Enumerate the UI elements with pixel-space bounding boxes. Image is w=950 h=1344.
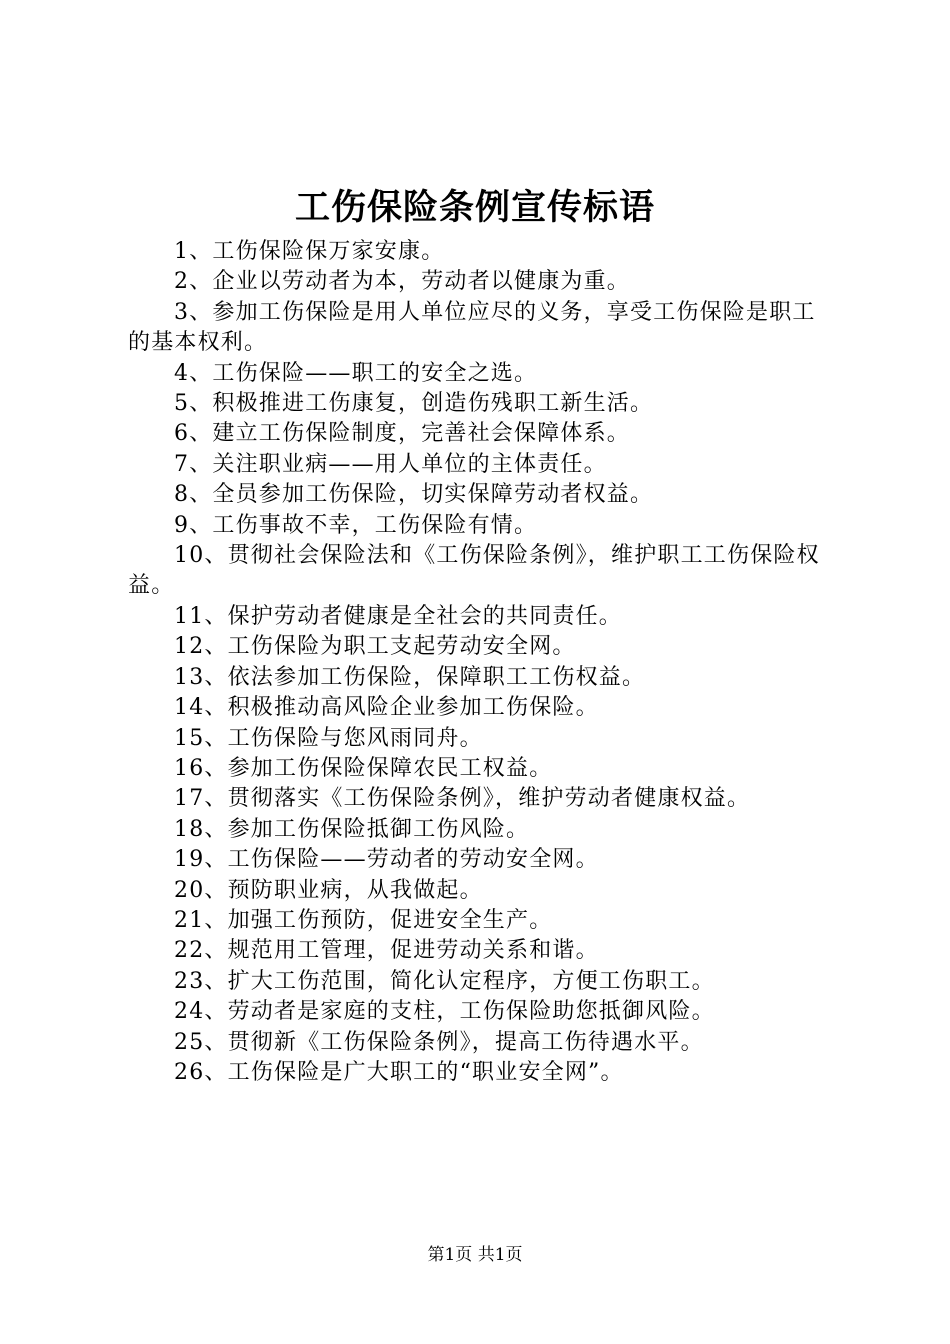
list-item: 26、工伤保险是广大职工的“职业安全网”。 <box>174 1059 624 1085</box>
list-item: 22、规范用工管理，促进劳动关系和谐。 <box>174 938 599 964</box>
list-item: 18、参加工伤保险抵御工伤风险。 <box>174 816 530 842</box>
page-title: 工伤保险条例宣传标语 <box>294 187 655 228</box>
list-item: 17、贯彻落实《工伤保险条例》，维护劳动者健康权益。 <box>174 786 751 812</box>
list-item: 2、企业以劳动者为本，劳动者以健康为重。 <box>174 269 630 295</box>
list-item: 16、参加工伤保险保障农民工权益。 <box>174 755 553 781</box>
list-item: 9、工伤事故不幸，工伤保险有情。 <box>174 512 538 538</box>
slogan-list <box>128 237 836 1088</box>
list-item: 13、依法参加工伤保险，保障职工工伤权益。 <box>174 664 646 690</box>
list-item: 6、建立工伤保险制度，完善社会保障体系。 <box>174 421 630 447</box>
list-item: 12、工伤保险为职工支起劳动安全网。 <box>174 634 576 660</box>
list-item: 15、工伤保险与您风雨同舟。 <box>174 725 483 751</box>
list-item: 5、积极推进工伤康复，创造伤残职工新生活。 <box>174 391 654 417</box>
list-item: 19、工伤保险——劳动者的劳动安全网。 <box>174 847 599 873</box>
list-item: 4、工伤保险——职工的安全之选。 <box>174 360 538 386</box>
list-item: 23、扩大工伤范围，简化认定程序，方便工伤职工。 <box>174 968 715 994</box>
list-item: 10、贯彻社会保险法和《工伤保险条例》，维护职工工伤保险权益。 <box>128 543 820 599</box>
list-item: 11、保护劳动者健康是全社会的共同责任。 <box>174 603 622 629</box>
page-footer: 第1页 共1页 <box>427 1245 523 1265</box>
list-item: 7、关注职业病——用人单位的主体责任。 <box>174 451 607 477</box>
list-item: 21、加强工伤预防，促进安全生产。 <box>174 907 553 933</box>
list-item: 14、积极推动高风险企业参加工伤保险。 <box>174 695 599 721</box>
list-item: 3、参加工伤保险是用人单位应尽的义务，享受工伤保险是职工的基本权利。 <box>128 299 816 356</box>
list-item: 20、预防职业病，从我做起。 <box>174 877 483 903</box>
list-item: 1、工伤保险保万家安康。 <box>174 239 445 264</box>
list-item: 25、贯彻新《工伤保险条例》，提高工伤待遇水平。 <box>174 1029 704 1055</box>
list-item: 24、劳动者是家庭的支柱，工伤保险助您抵御风险。 <box>174 999 715 1025</box>
list-item: 8、全员参加工伤保险，切实保障劳动者权益。 <box>174 482 654 508</box>
